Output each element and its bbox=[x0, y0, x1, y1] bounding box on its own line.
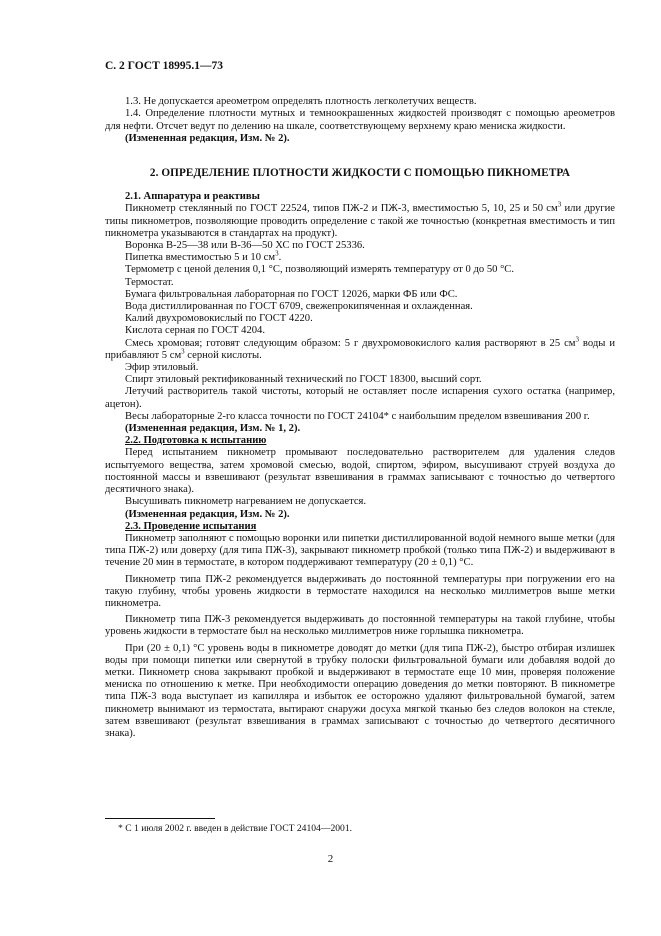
revision-note: (Измененная редакция, Изм. № 1, 2). bbox=[125, 423, 301, 435]
subsection-2-3-title: 2.3. Проведение испытания bbox=[125, 520, 257, 532]
pipette-item: Пипетка вместимостью 5 и 10 $см^3$. bbox=[125, 249, 282, 264]
preparation-paragraph: Высушивать пикнометр нагреванием не допускается. bbox=[125, 496, 367, 508]
thermostat-item: Термостат. bbox=[125, 276, 174, 288]
pycnometer-item: Пикнометр стеклянный по ГОСТ 22524, типов ПЖ-2 и ПЖ-3, вместимостью 5, 10, 25 и 50 $см^3$ или другие типы пикнометров, позволяющие проводить определение с такой же точностью (конкретная вместимость и тип пикнометра указываются в стандартах на продукт). bbox=[105, 200, 616, 239]
subsection-2-2-title: 2.2. Подготовка к испытанию bbox=[125, 435, 267, 447]
footnote-divider bbox=[105, 818, 215, 819]
clause-1-3: 1.3. Не допускается ареометром определять плотность легколетучих веществ. bbox=[125, 96, 477, 108]
filter-paper-item: Бумага фильтровальная лабораторная по ГОСТ 12026, марки ФБ или ФС. bbox=[125, 288, 458, 300]
test-paragraph: Пикнометр заполняют с помощью воронки или пипетки дистиллированной водой немного выше метки (для типа ПЖ-2) или доверху (для типа ПЖ-3), закрывают пикнометр пробкой (только типа ПЖ-2) и выдерживают в течение 20 мин в термостате, в котором поддерживают температуру (20 ± 0,1) °С. bbox=[105, 532, 615, 569]
ether-item: Эфир этиловый. bbox=[125, 362, 199, 374]
test-paragraph: Пикнометр типа ПЖ-3 рекомендуется выдерживать до постоянной температуры на такой глубине, чтобы уровень жидкости в термостате был на несколько миллиметров ниже горлышка пикнометра. bbox=[105, 614, 615, 638]
solvent-item: Летучий растворитель такой чистоты, который не оставляет после испарения сухого остатка (например, ацетон). bbox=[105, 386, 615, 410]
page-number: 2 bbox=[327, 853, 334, 865]
test-paragraph: При (20 ± 0,1) °С уровень воды в пикнометре доводят до метки (для типа ПЖ-2), быстро отбирая излишек воды при помощи пипетки или свернутой в трубку полоски фильтровальной бумаги или добавляя водой до метки. Пикнометр снова закрывают пробкой и выдерживают в термостате еще 10 мин, проверяя положение мениска по отношению к метке. При необходимости операцию доведения до метки повторяют. В пикнометре типа ПЖ-3 вода выступает из капилляра и избыток ее осторожно удаляют фильтровальной бумагой, затем пикнометр вынимают из термостата, вытирают снаружи досуха мягкой тканью без следов волокон на стекле, затем взвешивают (результат взвешивания в граммах записывают с точностью до четвертого десятичного знака). bbox=[105, 642, 615, 739]
test-paragraph: Пикнометр типа ПЖ-2 рекомендуется выдерживать до постоянной температуры при погружении его на такую глубину, чтобы уровень жидкости в термостате находился на несколько миллиметров выше метки пикнометра. bbox=[105, 573, 615, 609]
preparation-paragraph: Перед испытанием пикнометр промывают последовательно растворителем для удаления следов испытуемого вещества, затем хромовой смесью, водой, спиртом, эфиром, высушивают струей воздуха до постоянной массы и взвешивают (результат взвешивания в граммах записывают с точностью до четвертого десятичного знака). bbox=[105, 447, 615, 496]
chromic-mixture-item: Смесь хромовая; готовят следующим образом: 5 г двухромовокислого калия растворяют в 25 $см^3$ воды и прибавляют 5 $см^3$ серной кислоты. bbox=[105, 335, 615, 361]
document-page bbox=[105, 60, 615, 740]
thermometer-item: Термометр с ценой деления 0,1 °С, позволяющий измерять температуру от 0 до 50 °С. bbox=[125, 264, 515, 276]
revision-note: (Измененная редакция, Изм. № 2). bbox=[125, 132, 290, 144]
spirit-item: Спирт этиловый ректификованный технический по ГОСТ 18300, высший сорт. bbox=[125, 374, 482, 386]
clause-1-4: 1.4. Определение плотности мутных и темноокрашенных жидкостей производят с помощью ареометров для нефти. Отсчет ведут по делению на шкале, соответствующему верхнему краю мениска жидкости. bbox=[105, 108, 615, 132]
scales-item: Весы лабораторные 2-го класса точности по ГОСТ 24104* с наибольшим пределом взвешивания 200 г. bbox=[125, 410, 590, 422]
distilled-water-item: Вода дистиллированная по ГОСТ 6709, свежепрокипяченная и охлажденная. bbox=[125, 301, 473, 313]
section-2-title: 2. ОПРЕДЕЛЕНИЕ ПЛОТНОСТИ ЖИДКОСТИ С ПОМОЩЬЮ ПИКНОМЕТРА bbox=[149, 167, 571, 180]
page-header: С. 2 ГОСТ 18995.1—73 bbox=[105, 60, 224, 72]
sulfuric-acid-item: Кислота серная по ГОСТ 4204. bbox=[125, 325, 265, 337]
subsection-2-1-title: 2.1. Аппаратура и реактивы bbox=[125, 191, 260, 203]
footnote: * С 1 июля 2002 г. введен в действие ГОСТ 24104—2001. bbox=[118, 823, 353, 834]
funnel-item: Воронка В-25—38 или В-36—50 ХС по ГОСТ 25336. bbox=[125, 240, 365, 252]
potassium-item: Калий двухромовокислый по ГОСТ 4220. bbox=[125, 313, 313, 325]
revision-note: (Измененная редакция, Изм. № 2). bbox=[125, 508, 290, 520]
